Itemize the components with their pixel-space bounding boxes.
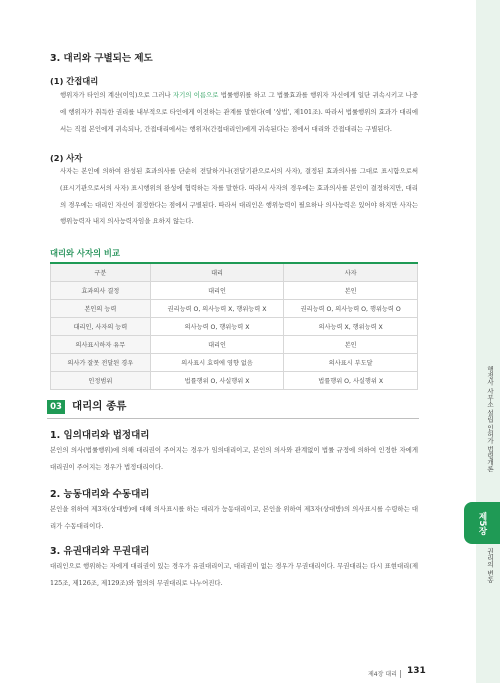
table-cell: 의사표시 부도달 [284,354,418,372]
table-row [51,300,418,318]
paragraph-voluntary-statutory: 본인의 의사(법률행위)에 의해 대리권이 주어지는 경우가 임의대리이고, 본인의 의사와 관계없이 법률 규정에 의하여 인정한 자에게 대리권이 주어지는 경우가 법정대리이다. [50,446,418,471]
heading-active-passive: 2. 능동대리와 수동대리 [50,489,150,500]
table-row-label: 인정범위 [51,372,151,390]
sidebar-vertical-title: 행정사 사무소 설립 인허가 법령개론 [486,366,494,472]
table-cell: 의사능력 X, 행위능력 X [284,318,418,336]
table-row [51,282,418,300]
table-cell: 본인 [284,336,418,354]
table-row [51,372,418,390]
heading-authorized-unauthorized: 3. 유권대리와 무권대리 [50,546,150,557]
footer-separator [400,670,401,678]
paragraph-text: 법률행위를 하고 그 법률효과를 행위자 자신에게 일단 귀속시키고 나중에 행위자가 취득한 권리를 내부적으로 타인에게 이전하는 관계를 말한다(예 '상법', 제101조). 따라서 법률행위의 효과가 대리에서는 직접 본인에게 귀속되나, 간접대리에서는 행위자(간접대리인)에게 귀속된다는 점에서 대리와 간접대리는 구별된다. [60,91,418,133]
section-heading-distinct-systems: 3. 대리와 구별되는 제도 [50,53,153,64]
chapter-tab: 제5장 [464,502,500,544]
section-number-badge: 03 [47,400,65,414]
heading-voluntary-statutory: 1. 임의대리와 법정대리 [50,430,150,441]
sidebar-vertical-subtitle: 권리의 변동 [486,548,494,583]
paragraph-messenger: 사자는 본인에 의하여 완성된 효과의사를 단순히 전달하거나(전달기관으로서의 사자), 결정된 효과의사를 그대로 표시함으로써(표시기관으로서의 사자) 표시행위의 완성에 협력하는 자를 말한다. 따라서 사자의 경우에는 효과의사를 본인이 결정하지만, 대리의 경우에는 대리인 자신이 결정한다는 점에서 구별된다. 따라서 대리인은 행위능력이 필요하나 의사능력은 있어야 하지만 사자는 행위능력자 내지 의사능력자임을 요하지 않는다. [60,167,418,226]
subheading-indirect-agency: (1) 간접대리 [50,76,99,86]
table-row-label: 의사가 잘못 전달된 경우 [51,354,151,372]
paragraph-indirect-agency [60,87,418,137]
table-cell: 의사능력 O, 행위능력 X [150,318,284,336]
table-row-label: 본인의 능력 [51,300,151,318]
section-title-agency-types: 대리의 종류 [72,400,127,412]
footer-chapter-label: 제4장 대리 [368,671,397,678]
paragraph-active-passive: 본인을 위하여 제3자(상대방)에 대해 의사표시를 하는 대리가 능동대리이고, 본인을 위하여 제3자(상대방)의 의사표시를 수령하는 대리가 수동대리이다. [50,505,418,530]
table-header-row [51,263,418,282]
table-header-cell: 사자 [284,263,418,282]
table-row-label: 효과의사 결정 [51,282,151,300]
table-cell: 법률행위 O, 사실행위 X [284,372,418,390]
table-cell: 의사표시 효력에 영향 없음 [150,354,284,372]
table-cell: 법률행위 O, 사실행위 X [150,372,284,390]
table-cell: 대리인 [150,336,284,354]
paragraph-authorized-unauthorized: 대리인으로 행위하는 자에게 대리권이 있는 경우가 유권대리이고, 대리권이 없는 경우가 무권대리이다. 무권대리는 다시 표현대리(제125조, 제126조, 제129조)와 협의의 무권대리로 나누어진다. [50,562,418,587]
section-divider [47,418,419,419]
table-row [51,336,418,354]
table-cell: 권리능력 O, 의사능력 O, 행위능력 O [284,300,418,318]
table-row [51,354,418,372]
subheading-messenger: (2) 사자 [50,153,83,163]
table-row-label: 대리인, 사자의 능력 [51,318,151,336]
table-cell: 본인 [284,282,418,300]
table-cell: 권리능력 O, 의사능력 X, 행위능력 X [150,300,284,318]
table-header-cell: 대리 [150,263,284,282]
table-row-label: 의사표시하자 유무 [51,336,151,354]
highlight-text: 자기의 이름으로 [172,91,219,99]
page-number: 131 [407,666,426,676]
paragraph-text: 행위자가 타인의 계산(이익)으로 그러나 [60,91,173,99]
table-header-cell: 구분 [51,263,151,282]
table-row [51,318,418,336]
table-cell: 대리인 [150,282,284,300]
comparison-table [50,262,418,390]
table-title: 대리와 사자의 비교 [50,248,120,258]
